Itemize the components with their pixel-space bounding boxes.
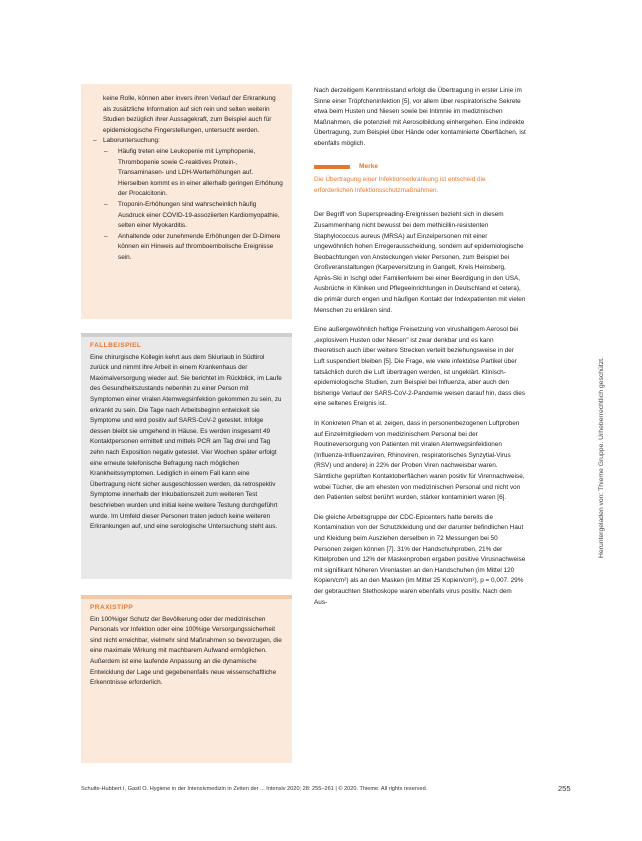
paragraph: Der Begriff von Superspreading-Ereignissen bezieht sich in diesem Zusammenhang nicht bewusst bei dem methicillin-resistenten Staphylococcus aureus (MRSA) auf Einzelpersonen mit einer ungewöhnlich hohen Erregerausscheidung, sondern auf epidemiologische Beobachtungen von Ansteckungen vieler Personen, zum Beispiel bei Großveranstaltungen (Karpeversitzung in Gangelt, Kreis Heinsberg, Après-Ski in Ischgl oder Familienfeiern bei einer Beerdigung in den USA, Ausbrüche in Kliniken und Pflegeeinrichtungen in Deutschland et cetera), die primär durch engen und häufigen Kontakt der Indexpatienten mit vielen Menschen zu erklären sind.: [314, 211, 526, 314]
download-note-text: Heruntergeladen von: Thieme Gruppe. Urheberrechtlich geschützt.: [598, 357, 605, 558]
citation-footer: Schulte-Hubbert I, Gastl O. Hygiene in der Intensivmedizin in Zeiten der ... Intensiv 2020; 28: 255–261 | © 2020. Thieme. All rights reserved.: [81, 786, 428, 792]
paragraph: In Konkreten Phan et al. zeigen, dass in personenbezogenen Luftproben auf Einzelmitgliedern von medizinischem Personal bei der Routineversorgung von Patienten mit viralen Atemwegsinfektionen (Influenza-Influenzaviren, Rhinoviren, respiratorisches Synzytial-Virus (RSV) und andere) in 22% der Proben Viren nachweisbar waren. Sämtliche geprüften Kontaktoberflächen waren positiv für Virennachweise, wobei Tücher, die am ehesten von medizinischen Personal und nicht von den Patienten selbst berührt wurden, stärker kontaminiert waren [6].: [314, 420, 525, 502]
lab-item: – Anhaltende oder zunehmende Erhöhungen der D-Dimere können ein Hinweis auf thromboembolische Ereignisse sein.: [90, 232, 284, 264]
download-note: [598, 0, 608, 558]
page-number: 255: [558, 784, 571, 793]
case-example-box: [81, 333, 292, 579]
case-example-title: FALLBEISPIEL: [90, 342, 142, 349]
merke-block: [314, 162, 526, 197]
clinical-info-box: [81, 84, 292, 319]
lab-item: – Häufig treten eine Leukopenie mit Lymphopenie, Thrombopenie sowie C-reaktives Protein-, Transaminasen- und LDH-Werterhöhungen auf. Hierselben kommt es in einer allerhalb geringen Erhöhung der Procalcitonin.: [90, 147, 284, 200]
practice-tip-box: [81, 595, 292, 763]
main-column: [314, 86, 526, 617]
merke-label: Merke: [359, 162, 379, 170]
lab-heading: – Laboruntersuchung:: [90, 136, 284, 147]
paragraph: Die gleiche Arbeitsgruppe der CDC-Epicenters hatte bereits die Kontamination von der Schutzkleidung und der darunter befindlichen Haut und Kleidung beim Ausziehen derselben in 72 Messungen bei 50 Personen zeigen können [7]. 31% der Handschuhproben, 21% der Kittelproben und 12% der Maskenproben ergaben positive Virusnachweise mit signifikant höheren Virenlasten an den Handschuhen (im Mittel 120 Kopien/cm²) als an den Masken (im Mittel 25 Kopien/cm²), p = 0,007. 29% der gebrauchten Stethoskope waren ebenfalls virus positiv. Nach dem Aus-: [314, 513, 526, 606]
merke-text: Die Übertragung einer Infektionserkrankung ist entscheid die erforderlichen Infektionsschutzmaßnahmen.: [314, 176, 486, 194]
lab-item: – Troponin-Erhöhungen sind wahrscheinlich häufig Ausdruck einer COVID-19-assoziierten Kardiomyopathie, selten einer Myokarditis.: [90, 200, 284, 232]
practice-tip-title: PRAXISTIPP: [90, 604, 134, 611]
clinical-intro-text: keine Rolle, können aber invers ihren Verlauf der Erkrankung als zusätzliche Information auf sich rein und selten weiterin Studien bezüglich ihrer Aussagekraft, zum Beispiel auch für epidemiologische Fingerstellungen, untersucht werden.: [103, 95, 276, 134]
case-example-text: Eine chirurgische Kollegin kehrt aus dem Skiurlaub in Südtirol zurück und nimmt ihre Arbeit in einem Krankenhaus der Maximalversorgung wieder auf. Sie berichtet im Rückblick, im Laufe des Gesundheitszustands nebenhin zu einer Person mit Symptomen einer viralen Atemwegsinfektion gekommen zu sein, zu erkrankt zu sein. Die Tage nach Arbeitsbeginn entwickelt sie Symptome und wird positiv auf SARS-CoV-2 getestet. Infolge dessen bleibt sie umgehend in Häuse. Es werden insgesamt 49 Kontaktpersonen ermittelt und mittels PCR am Tag drei und Tag zehn nach Exposition negativ getestet. Vier Wochen später erfolgt eine erneute telefonische Befragung nach möglichen Krankheitssymptomen. Lediglich in einem Fall kann eine Übertragung nicht sicher ausgeschlossen werden, da retrospektiv Symptome innerhalb der Inkubationszeit zum weiteren Test beschrieben wurden und initial keine weitere Testung durchgeführt wurde. Im Umfeld dieser Personen traten jedoch keine weiteren Erkrankungen auf, und eine serologische Untersuchung steht aus.: [90, 353, 282, 531]
merke-accent-bar: [314, 165, 350, 169]
paragraph: Nach derzeitigem Kenntnisstand erfolgt die Übertragung in erster Linie im Sinne einer Tröpfcheninfektion [5], vor allem über respiratorische Sekrete etwa beim Husten und Niesen sowie bei Intimnie im medizinischen Maßnahmen, die potenziell mit Aerosolbildung einhergehen. Eine indirekte Übertragung, zum Beispiel über Hände oder kontaminierte Oberflächen, ist ebenfalls möglich.: [314, 87, 526, 147]
practice-tip-text: Ein 100%iger Schutz der Bevölkerung oder der medizinischen Personals vor Infektion oder eine 100%ige Versorgungssicherheit sind nicht erreichbar, vielmehr sind Maßnahmen so bevorzugen, die eine maximale Wirkung mit machbarem Aufwand ermöglichen. Außerdem ist eine laufende Anpassung an die dynamische Entwicklung der Lage und gegebenenfalls neue wissenschaftliche Erkenntnisse erforderlich.: [90, 615, 282, 687]
paragraph: Eine außergewöhnlich heftige Freisetzung von virushaltigem Aerosol bei „explosivem Husten oder Niesen" ist zwar denkbar und es kann theoretisch auch über weitere Strecken verteilt beziehungsweise in der Luft suspendiert bleiben [5]. Die Frage, wie viele infektiöse Partikel über tatsächlich durch die Luft übertragen werden, ist ungeklärt. Klinisch-epidemiologische Studien, zum Beispiel bei Influenza, aber auch den bisherige Verlauf der SARS-CoV-2-Pandemie weisen darauf hin, dass dies eine seltenes Ereignis ist.: [314, 326, 526, 408]
